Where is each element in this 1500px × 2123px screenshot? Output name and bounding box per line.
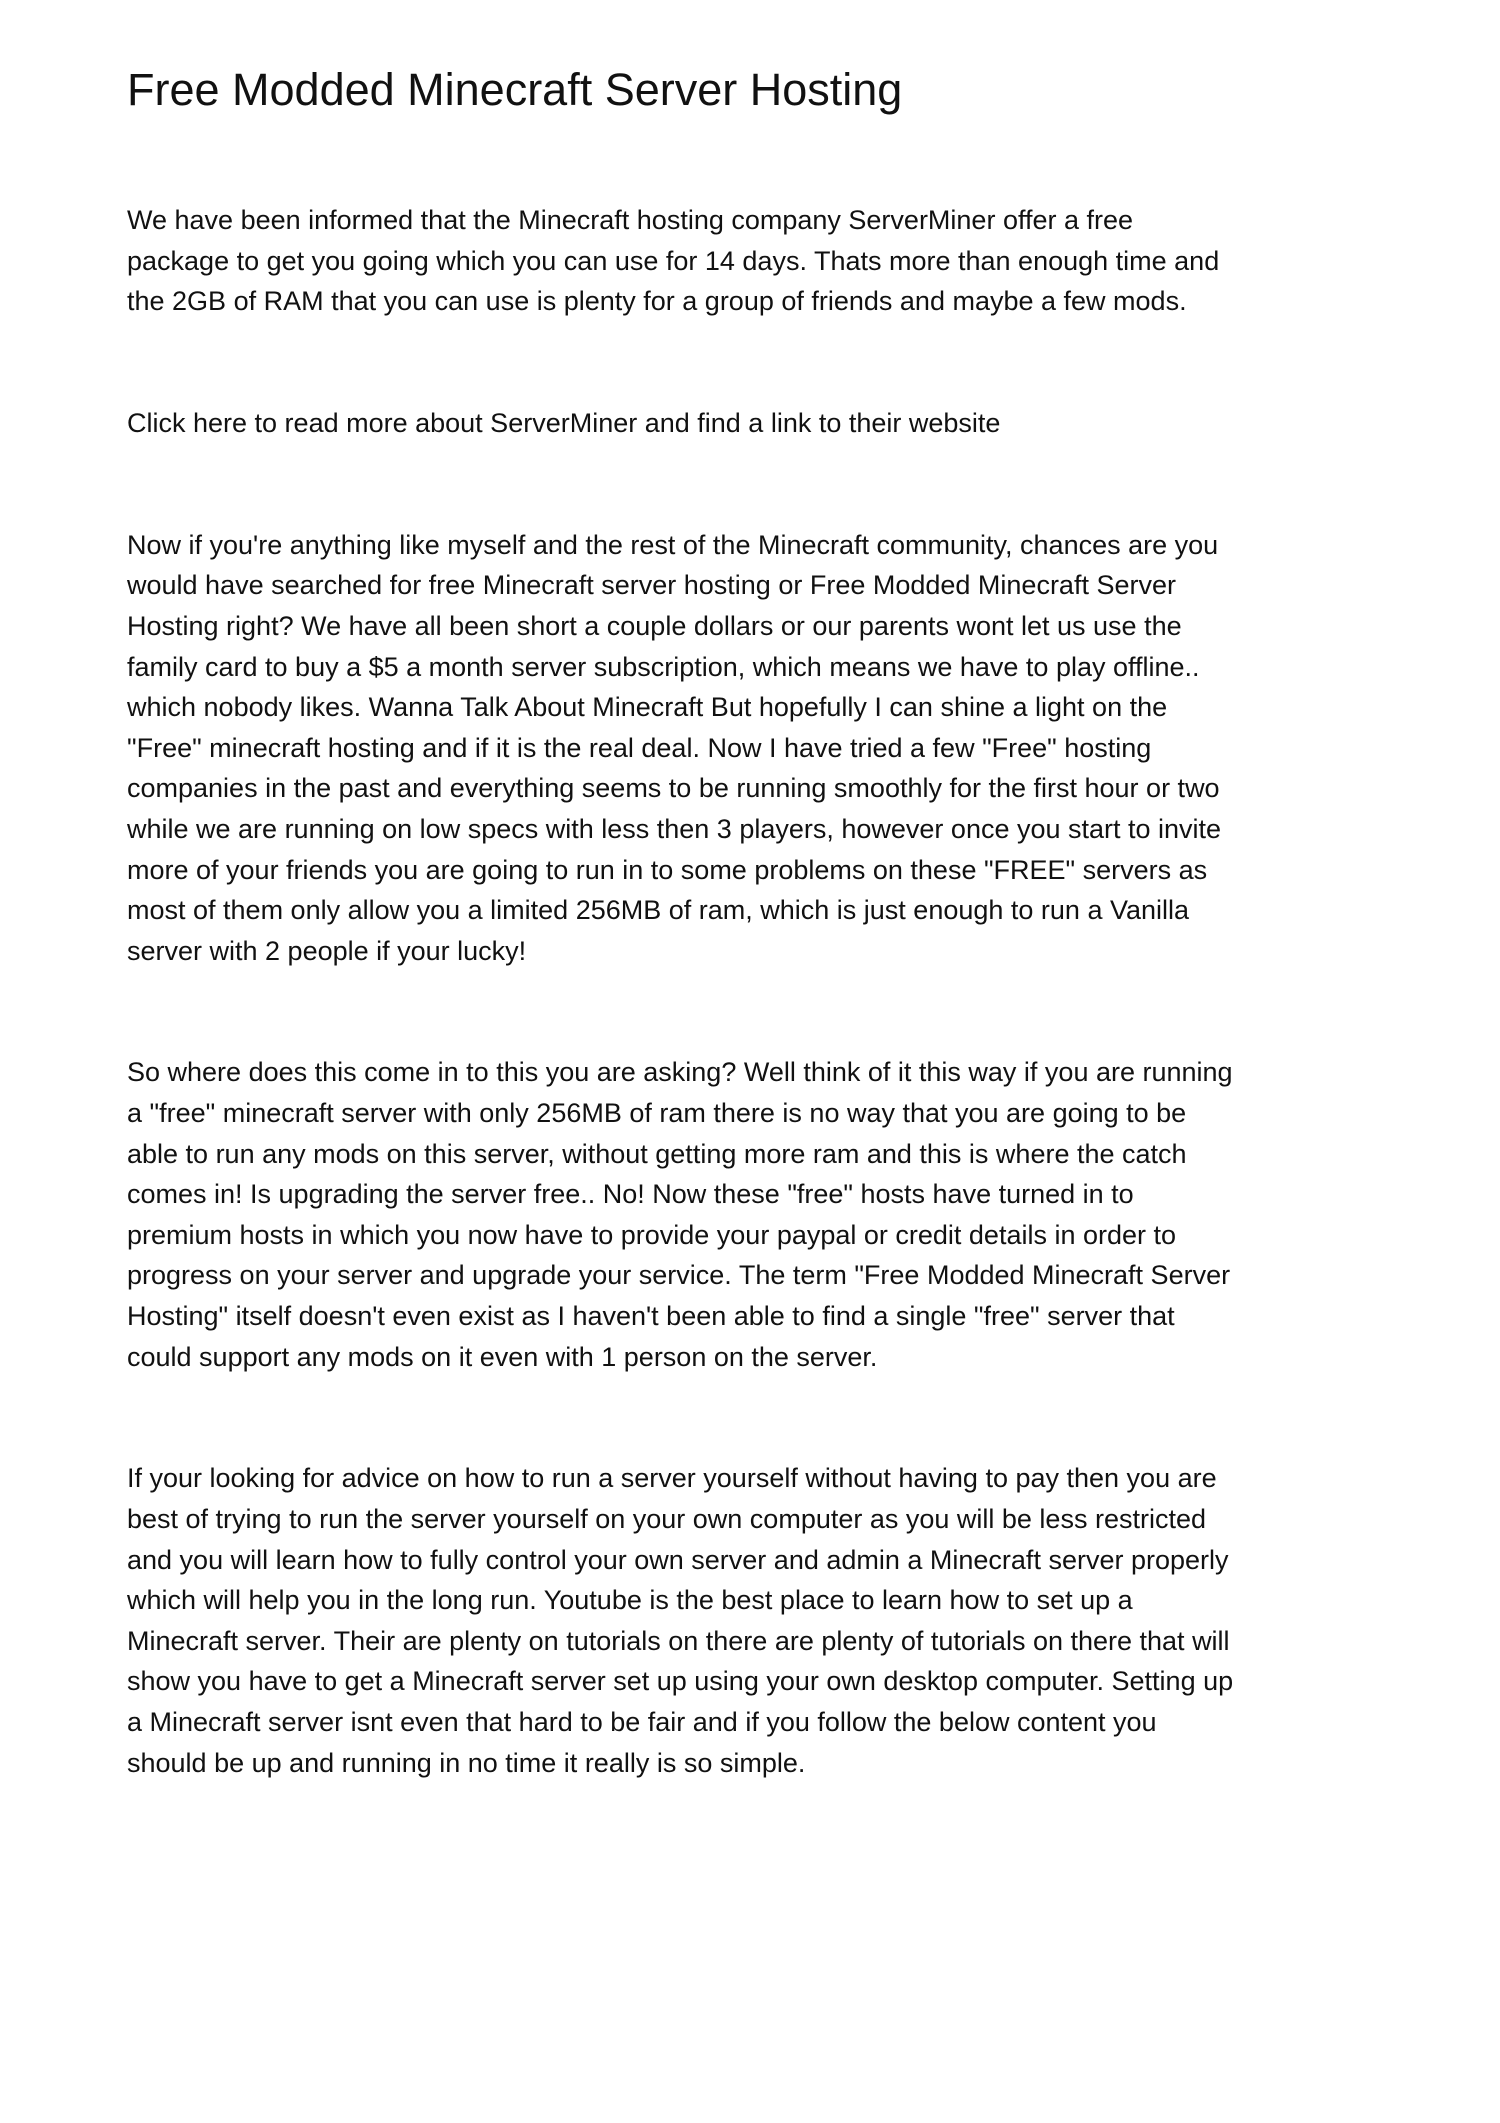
text-line: comes in! Is upgrading the server free.. No! Now these "free" hosts have turned in to [127, 1179, 1134, 1210]
paragraph-intro [127, 200, 1427, 322]
paragraph-link [127, 403, 1427, 444]
text-line: most of them only allow you a limited 256MB of ram, which is just enough to run a Vanilla [127, 895, 1190, 926]
text-line: which will help you in the long run. Youtube is the best place to learn how to set up a [127, 1585, 1133, 1616]
text-line: would have searched for free Minecraft server hosting or Free Modded Minecraft Server [127, 570, 1176, 601]
text-line: progress on your server and upgrade your service. The term "Free Modded Minecraft Server [127, 1260, 1231, 1291]
text-line: package to get you going which you can use for 14 days. Thats more than enough time and [127, 245, 1220, 276]
text-line: a Minecraft server isnt even that hard to be fair and if you follow the below content you [127, 1706, 1157, 1737]
text-line: Now if you're anything like myself and the rest of the Minecraft community, chances are you [127, 529, 1219, 560]
text-line: If your looking for advice on how to run a server yourself without having to pay then you are [127, 1463, 1217, 1494]
serverminer-link[interactable]: Click here to read more about ServerMiner and find a link to their website [127, 407, 1001, 438]
text-line: companies in the past and everything seems to be running smoothly for the first hour or two [127, 773, 1220, 804]
text-line: family card to buy a $5 a month server subscription, which means we have to play offline.. [127, 651, 1200, 682]
text-line: able to run any mods on this server, without getting more ram and this is where the catch [127, 1138, 1187, 1169]
paragraph-catch [127, 1052, 1427, 1377]
text-line: and you will learn how to fully control your own server and admin a Minecraft server properly [127, 1544, 1229, 1575]
text-line: best of trying to run the server yourself on your own computer as you will be less restricted [127, 1504, 1206, 1534]
text-line: show you have to get a Minecraft server set up using your own desktop computer. Setting up [127, 1666, 1234, 1697]
paragraph-free-hosting [127, 525, 1427, 972]
text-line: So where does this come in to this you are asking? Well think of it this way if you are running [127, 1057, 1233, 1088]
text-line: We have been informed that the Minecraft hosting company ServerMiner offer a free [127, 205, 1134, 235]
text-line: a "free" minecraft server with only 256MB of ram there is no way that you are going to be [127, 1098, 1187, 1129]
article-body [127, 200, 1427, 1864]
text-line: which nobody likes. Wanna Talk About Minecraft But hopefully I can shine a light on the [127, 692, 1168, 723]
text-line: Hosting" itself doesn't even exist as I haven't been able to find a single "free" server that [127, 1301, 1175, 1332]
text-line: premium hosts in which you now have to provide your paypal or credit details in order to [127, 1219, 1177, 1250]
page-title: Free Modded Minecraft Server Hosting [127, 64, 903, 115]
text-line: "Free" minecraft hosting and if it is the real deal. Now I have tried a few "Free" hosting [127, 732, 1152, 763]
text-line: should be up and running in no time it really is so simple. [127, 1747, 806, 1778]
paragraph-advice [127, 1458, 1427, 1783]
text-line: while we are running on low specs with less then 3 players, however once you start to invite [127, 813, 1222, 844]
text-line: Hosting right? We have all been short a couple dollars or our parents wont let us use the [127, 610, 1182, 641]
text-line: server with 2 people if your lucky! [127, 935, 527, 966]
text-line: could support any mods on it even with 1 person on the server. [127, 1341, 878, 1372]
text-line: Minecraft server. Their are plenty on tutorials on there are plenty of tutorials on there that will [127, 1625, 1230, 1656]
text-line: more of your friends you are going to run in to some problems on these "FREE" servers as [127, 854, 1208, 885]
text-line: the 2GB of RAM that you can use is plenty for a group of friends and maybe a few mods. [127, 286, 1187, 317]
